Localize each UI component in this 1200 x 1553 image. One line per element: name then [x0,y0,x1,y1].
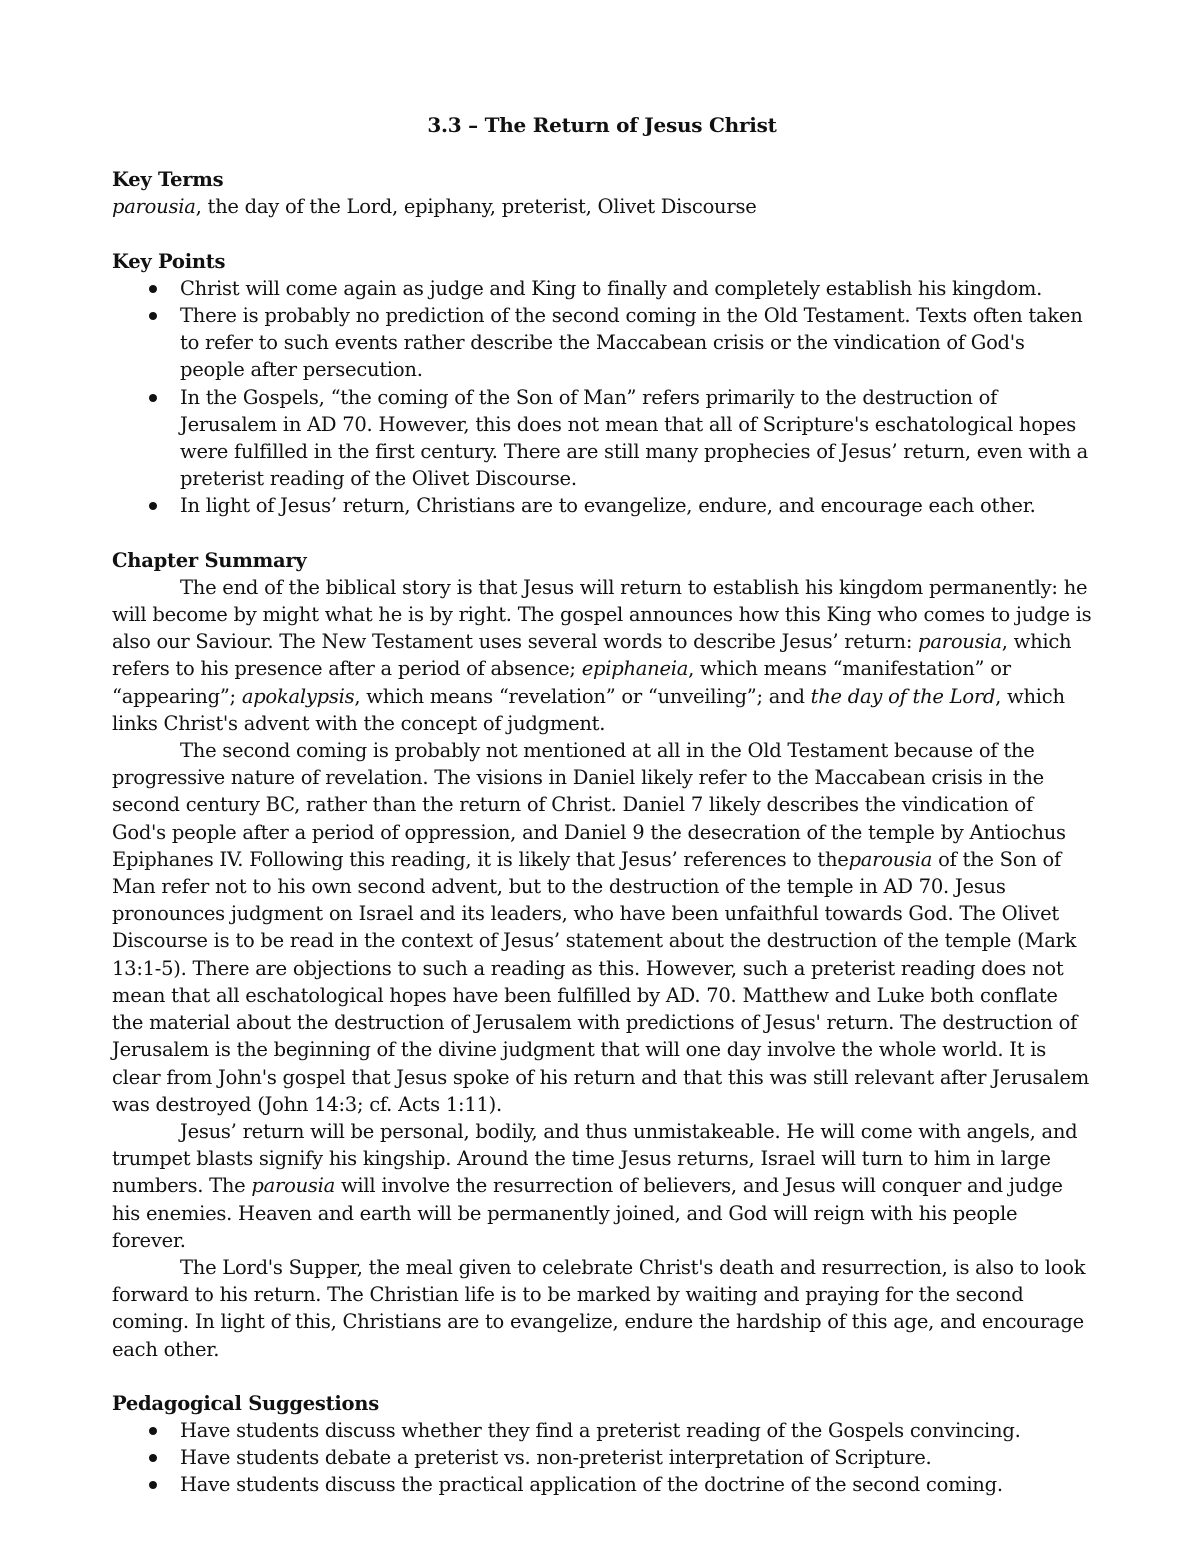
term-parousia: parousia [251,1174,336,1198]
suggestion-text: Have students debate a preterist vs. non-preterist interpretation of Scripture. [180,1446,932,1470]
summary-paragraph [112,1118,1092,1254]
list-item [112,1471,1092,1498]
suggestion-text: Have students discuss the practical application of the doctrine of the second coming. [180,1473,1003,1497]
key-term-parousia: parousia [112,195,196,219]
summary-text: The end of the biblical story is that Jesus will return to establish his kingdom permanently: he will become by might what he is by right. The gospel announces how this King who comes to judge is also our Saviour. The New Testament uses several words to describe Jesus’ return: [112,575,1092,654]
key-terms-heading: Key Terms [112,168,224,192]
key-point-text: Christ will come again as judge and King to finally and completely establish his kingdom. [180,276,1043,300]
list-item [112,1417,1092,1444]
key-terms-list [112,193,1092,220]
key-points-heading: Key Points [112,249,226,273]
key-point-text: In light of Jesus’ return, Christians are to evangelize, endure, and encourage each other. [180,494,1036,518]
chapter-summary-heading: Chapter Summary [112,548,307,572]
list-item [112,1444,1092,1471]
summary-text: of the Son of Man refer not to his own second advent, but to the destruction of the temple in AD 70. Jesus pronounces judgment on Israel and its leaders, who have been unfaithful towards God. The Olivet Discourse is to be read in the context of Jesus’ statement about the destruction of the temple (Mark 13:1-5). There are objections to such a reading as this. However, such a preterist reading does not mean that all eschatological hopes have been fulfilled by AD. 70. Matthew and Luke both conflate the material about the destruction of Jerusalem with predictions of Jesus' return. The destruction of Jerusalem is the beginning of the divine judgment that will one day involve the whole world. It is clear from John's gospel that Jesus spoke of his return and that this was still relevant after Jerusalem was destroyed (John 14:3; cf. Acts 1:11). [112,847,1089,1116]
bullet-icon [149,502,157,510]
chapter-summary [112,574,1092,1363]
document-page [112,112,1092,1526]
list-item [112,275,1092,302]
bullet-icon [149,394,157,402]
list-item [112,384,1092,493]
summary-text: Jesus’ return will be personal, bodily, and thus unmistakeable. He will come with angels, and trumpet blasts signify his kingship. Around the time Jesus returns, Israel will turn to him in large numbers. The [112,1119,1078,1198]
suggestion-text: Have students discuss whether they find a preterist reading of the Gospels convincing. [180,1418,1021,1442]
summary-paragraph: The Lord's Supper, the meal given to celebrate Christ's death and resurrection, is also to look forward to his return. The Christian life is to be marked by waiting and praying for the second coming. In light of this, Christians are to evangelize, endure the hardship of this age, and encourage each other. [112,1255,1086,1361]
key-point-text: There is probably no prediction of the second coming in the Old Testament. Texts often taken to refer to such events rather describe the Maccabean crisis or the vindication of God's people after persecution. [180,304,1083,382]
term-epiphaneia: epiphaneia [581,657,689,681]
bullet-icon [149,312,157,320]
bullet-icon [149,1481,157,1489]
pedagogical-list [112,1417,1092,1499]
summary-paragraph [112,574,1092,737]
summary-text: will involve the resurrection of believers, and Jesus will conquer and judge his enemies. Heaven and earth will be permanently joined, and God will reign with his people forever. [112,1174,1063,1252]
term-parousia: parousia [848,847,933,871]
summary-paragraph [112,737,1092,1118]
document-title: 3.3 – The Return of Jesus Christ [427,113,777,137]
summary-text: , which means “revelation” or “unveiling”; and [354,684,811,708]
summary-text: The second coming is probably not mentioned at all in the Old Testament because of the progressive nature of revelation. The visions in Daniel likely refer to the Maccabean crisis in the second century BC, rather than the return of Christ. Daniel 7 likely describes the vindication of God's people after a period of oppression, and Daniel 9 the desecration of the temple by Antiochus Epiphanes IV. Following this reading, it is likely that Jesus’ references to the [112,739,1066,871]
list-item [112,492,1092,519]
bullet-icon [149,285,157,293]
term-day-of-the-lord: the day of the Lord [810,684,996,708]
summary-text: , which means “manifestation” or “appearing”; [112,657,1011,708]
key-points-list [112,275,1092,520]
bullet-icon [149,1427,157,1435]
list-item [112,302,1092,384]
summary-text: , which links Christ's advent with the concept of judgment. [112,684,1065,735]
key-terms-rest: , the day of the Lord, epiphany, preterist, Olivet Discourse [195,195,757,219]
pedagogical-heading: Pedagogical Suggestions [112,1391,379,1415]
term-apokalypsis: apokalypsis [241,684,355,708]
summary-text: , which refers to his presence after a period of absence; [112,630,1072,681]
bullet-icon [149,1454,157,1462]
term-parousia: parousia [918,630,1002,654]
key-point-text: In the Gospels, “the coming of the Son of Man” refers primarily to the destruction of Jerusalem in AD 70. However, this does not mean that all of Scripture's eschatological hopes were fulfilled in the first century. There are still many prophecies of Jesus’ return, even with a preterist reading of the Olivet Discourse. [180,385,1088,491]
